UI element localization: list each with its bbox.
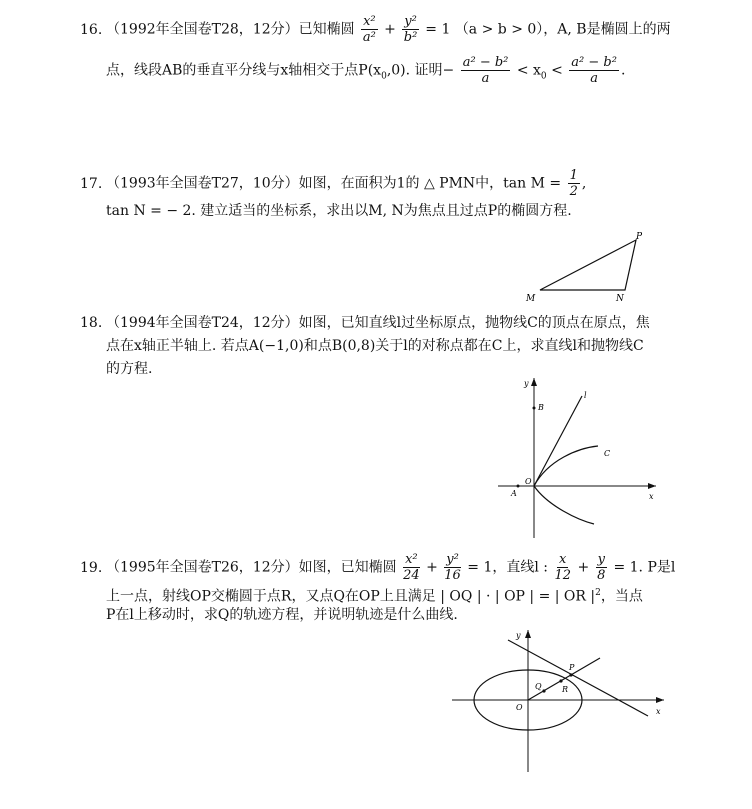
fraction-y-8: $\frac{y}{8}$ bbox=[597, 552, 606, 583]
label-x: x bbox=[649, 492, 654, 501]
point-b bbox=[533, 407, 536, 410]
triangle-pmn-figure bbox=[510, 228, 650, 308]
label-m: M bbox=[526, 294, 536, 304]
label-y: y bbox=[516, 631, 521, 640]
point-r bbox=[559, 679, 562, 682]
fraction-x2-a2: $\frac{\text{x²}}{\text{a²}}$ bbox=[362, 14, 376, 45]
problem-19-line-1: 19. （1995年全国卷T26，12分）如图，已知椭圆 $\frac{\text{x²}}{24}$ + $\frac{\text{y²}}{16}$ = 1，直线l : $\frac{x}{12}$ + $\frac{y}{8}$ = 1. P是l bbox=[80, 552, 676, 583]
label-p: P bbox=[636, 232, 643, 242]
problem-number: 16. bbox=[80, 21, 103, 38]
problem-number: 17. bbox=[80, 175, 103, 192]
problem-17-line-1: 17. （1993年全国卷T27，10分）如图，在面积为1的 △ PMN中，tan M = $\frac{1}{2}$ , bbox=[80, 168, 587, 199]
fraction-upper: $\frac{\text{a² − b²}}{a}$ bbox=[571, 55, 617, 86]
problem-19-line-3: P在l上移动时，求Q的轨迹方程，并说明轨迹是什么曲线. bbox=[106, 607, 458, 623]
fraction-y2-b2: $\frac{\text{y²}}{\text{b²}}$ bbox=[403, 14, 418, 45]
label-p: P bbox=[569, 663, 575, 672]
point-a bbox=[517, 485, 520, 488]
problem-18-line-1: 18. （1994年全国卷T24，12分）如图，已知直线l过坐标原点，抛物线C的顶点在原点，焦 bbox=[80, 315, 650, 331]
problem-17-line-2: tan N = − 2. 建立适当的坐标系，求出以M, N为焦点且过点P的椭圆方程. bbox=[106, 203, 572, 219]
problem-16-line-1: 16. （1992年全国卷T28，12分）已知椭圆 $\frac{\text{x²}}{\text{a²}}$ + $\frac{\text{y²}}{\text{b²}}$ = 1 （a > b > 0），A, B是椭圆上的两 bbox=[80, 14, 671, 45]
label-b: B bbox=[538, 403, 544, 412]
problem-source: （1992年全国卷T28，12分）已知椭圆 bbox=[106, 21, 355, 38]
point-p bbox=[569, 673, 572, 676]
ellipse-line-figure bbox=[448, 626, 668, 776]
label-r: R bbox=[562, 685, 569, 694]
point-q bbox=[542, 689, 545, 692]
fraction-y2-16: $\frac{\text{y²}}{16}$ bbox=[444, 552, 461, 583]
line-l bbox=[508, 640, 648, 716]
problem-number: 18. bbox=[80, 315, 103, 331]
fraction-x2-24: $\frac{\text{x²}}{24}$ bbox=[403, 552, 420, 583]
label-y: y bbox=[524, 379, 529, 388]
label-n: N bbox=[616, 294, 624, 304]
fraction-x-12: $\frac{x}{12}$ bbox=[554, 552, 571, 583]
problem-18-line-3: 的方程. bbox=[106, 361, 153, 377]
label-l: l bbox=[584, 391, 587, 400]
label-c: C bbox=[604, 449, 611, 458]
label-q: Q bbox=[535, 682, 542, 691]
fraction-lower: $\frac{\text{a² − b²}}{a}$ bbox=[462, 55, 509, 86]
problem-18-line-2: 点在x轴正半轴上. 若点A(−1,0)和点B(0,8)关于l的对称点都在C上，求直线l和抛物线C bbox=[106, 338, 644, 354]
label-x: x bbox=[656, 707, 661, 716]
triangle-pmn bbox=[540, 240, 636, 290]
label-o: O bbox=[516, 703, 523, 712]
problem-19-line-2: 上一点，射线OP交椭圆于点R，又点Q在OP上且满足 | OQ | · | OP | = | OR $|^2$，当点 bbox=[106, 588, 643, 605]
parabola-c bbox=[534, 446, 598, 524]
label-o: O bbox=[525, 477, 532, 486]
parabola-line-figure bbox=[498, 374, 660, 540]
problem-16-line-2: 点，线段AB的垂直平分线与x轴相交于点$P(x_0,0)$. 证明− $\frac{\text{a² − b²}}{a}$ < $x_0$ < $\frac{\text{a² − b²}}{a}$ . bbox=[106, 55, 626, 86]
fraction-one-half: $\frac{1}{2}$ bbox=[569, 168, 578, 199]
problem-number: 19. bbox=[80, 559, 103, 576]
label-a: A bbox=[511, 489, 517, 498]
